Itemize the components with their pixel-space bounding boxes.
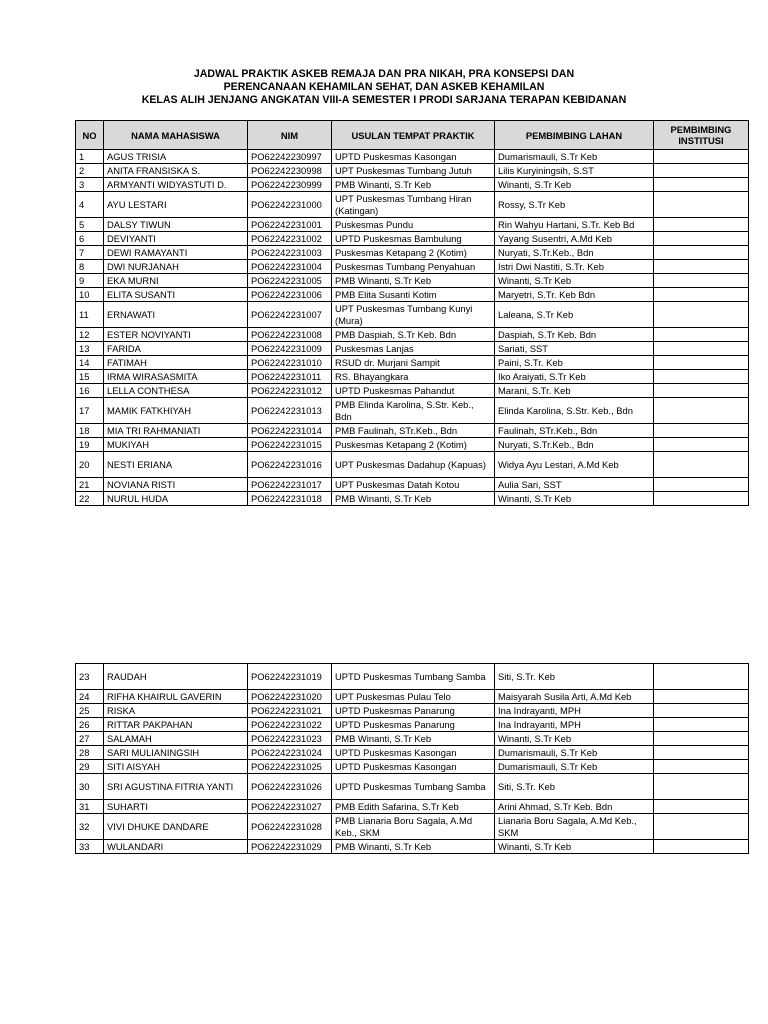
cell-nama: IRMA WIRASASMITA (104, 370, 248, 384)
cell-no: 25 (76, 704, 104, 718)
cell-nim: PO62242231020 (248, 690, 332, 704)
table-row (76, 690, 749, 704)
cell-lahan: Iko Araiyati, S.Tr Keb (495, 370, 654, 384)
cell-nim: PO62242231001 (248, 218, 332, 232)
cell-nama: MIA TRI RAHMANIATI (104, 424, 248, 438)
cell-tempat: UPT Puskesmas Tumbang Hiran (Katingan) (332, 192, 495, 218)
cell-lahan: Ina Indrayanti, MPH (495, 704, 654, 718)
cell-lahan: Maisyarah Susila Arti, A.Md Keb (495, 690, 654, 704)
cell-nama: SITI AISYAH (104, 760, 248, 774)
cell-no: 12 (76, 328, 104, 342)
cell-institusi (654, 370, 749, 384)
cell-institusi (654, 760, 749, 774)
cell-tempat: UPTD Puskesmas Tumbang Samba (332, 774, 495, 800)
cell-tempat: RSUD dr. Murjani Sampit (332, 356, 495, 370)
cell-lahan: Winanti, S.Tr Keb (495, 492, 654, 506)
table-row (76, 218, 749, 232)
cell-no: 20 (76, 452, 104, 478)
cell-no: 5 (76, 218, 104, 232)
cell-institusi (654, 246, 749, 260)
cell-nim: PO62242231015 (248, 438, 332, 452)
cell-nim: PO62242231010 (248, 356, 332, 370)
cell-nim: PO62242231008 (248, 328, 332, 342)
title-line-2: PERENCANAAN KEHAMILAN SEHAT, DAN ASKEB KEHAMILAN (223, 81, 545, 93)
cell-nim: PO62242231006 (248, 288, 332, 302)
cell-no: 19 (76, 438, 104, 452)
cell-lahan: Marani, S.Tr. Keb (495, 384, 654, 398)
cell-nama: DEWI RAMAYANTI (104, 246, 248, 260)
cell-no: 24 (76, 690, 104, 704)
cell-tempat: Puskesmas Ketapang 2 (Kotim) (332, 246, 495, 260)
cell-institusi (654, 814, 749, 840)
header-tempat: USULAN TEMPAT PRAKTIK (332, 121, 495, 150)
cell-nim: PO62242231023 (248, 732, 332, 746)
cell-tempat: UPTD Puskesmas Panarung (332, 718, 495, 732)
table-row (76, 718, 749, 732)
cell-lahan: Maryetri, S.Tr. Keb Bdn (495, 288, 654, 302)
cell-no: 10 (76, 288, 104, 302)
cell-institusi (654, 260, 749, 274)
cell-institusi (654, 492, 749, 506)
table-row (76, 150, 749, 164)
cell-institusi (654, 438, 749, 452)
cell-nim: PO62242231022 (248, 718, 332, 732)
table-body-page-1 (76, 150, 749, 506)
cell-no: 9 (76, 274, 104, 288)
cell-tempat: PMB Lianaria Boru Sagala, A.Md Keb., SKM (332, 814, 495, 840)
cell-lahan: Rossy, S.Tr Keb (495, 192, 654, 218)
table-row (76, 774, 749, 800)
cell-lahan: Siti, S.Tr. Keb (495, 774, 654, 800)
cell-nim: PO62242231005 (248, 274, 332, 288)
cell-tempat: UPT Puskesmas Dadahup (Kapuas) (332, 452, 495, 478)
cell-lahan: Rin Wahyu Hartani, S.Tr. Keb Bd (495, 218, 654, 232)
table-row (76, 438, 749, 452)
cell-no: 28 (76, 746, 104, 760)
table-row (76, 274, 749, 288)
cell-lahan: Winanti, S.Tr Keb (495, 840, 654, 854)
cell-institusi (654, 274, 749, 288)
table-row (76, 478, 749, 492)
cell-nim: PO62242231027 (248, 800, 332, 814)
header-nama: NAMA MAHASISWA (104, 121, 248, 150)
table-row (76, 746, 749, 760)
cell-lahan: Widya Ayu Lestari, A.Md Keb (495, 452, 654, 478)
table-row (76, 192, 749, 218)
cell-nama: VIVI DHUKE DANDARE (104, 814, 248, 840)
cell-no: 32 (76, 814, 104, 840)
cell-no: 13 (76, 342, 104, 356)
cell-no: 16 (76, 384, 104, 398)
cell-no: 17 (76, 398, 104, 424)
cell-no: 29 (76, 760, 104, 774)
cell-nim: PO62242231002 (248, 232, 332, 246)
cell-nim: PO62242231016 (248, 452, 332, 478)
cell-nim: PO62242231007 (248, 302, 332, 328)
cell-nama: LELLA CONTHESA (104, 384, 248, 398)
table-header-row (76, 121, 749, 150)
cell-tempat: Puskesmas Tumbang Penyahuan (332, 260, 495, 274)
cell-tempat: PMB Faulinah, STr.Keb., Bdn (332, 424, 495, 438)
cell-tempat: RS. Bhayangkara (332, 370, 495, 384)
cell-nim: PO62242231009 (248, 342, 332, 356)
cell-no: 22 (76, 492, 104, 506)
cell-nama: SALAMAH (104, 732, 248, 746)
cell-nama: MUKIYAH (104, 438, 248, 452)
table-row (76, 732, 749, 746)
cell-nama: SARI MULIANINGSIH (104, 746, 248, 760)
cell-institusi (654, 398, 749, 424)
cell-nim: PO62242231018 (248, 492, 332, 506)
table-row (76, 800, 749, 814)
cell-lahan: Winanti, S.Tr Keb (495, 178, 654, 192)
cell-lahan: Dumarismauli, S.Tr Keb (495, 150, 654, 164)
cell-nama: SUHARTI (104, 800, 248, 814)
table-row (76, 342, 749, 356)
cell-tempat: Puskesmas Pundu (332, 218, 495, 232)
cell-nim: PO62242231004 (248, 260, 332, 274)
document-title (0, 68, 768, 107)
table-row (76, 302, 749, 328)
cell-tempat: UPT Puskesmas Pulau Telo (332, 690, 495, 704)
cell-no: 6 (76, 232, 104, 246)
table-row (76, 704, 749, 718)
cell-nama: ERNAWATI (104, 302, 248, 328)
title-line-1: JADWAL PRAKTIK ASKEB REMAJA DAN PRA NIKAH, PRA KONSEPSI DAN (193, 68, 575, 80)
table-row (76, 178, 749, 192)
cell-nama: FARIDA (104, 342, 248, 356)
cell-no: 15 (76, 370, 104, 384)
cell-nim: PO62242231011 (248, 370, 332, 384)
cell-no: 33 (76, 840, 104, 854)
cell-tempat: PMB Daspiah, S.Tr Keb. Bdn (332, 328, 495, 342)
title-line-3: KELAS ALIH JENJANG ANGKATAN VIII-A SEMESTER I PRODI SARJANA TERAPAN KEBIDANAN (141, 94, 627, 106)
cell-nama: ESTER NOVIYANTI (104, 328, 248, 342)
cell-tempat: PMB Elita Susanti Kotim (332, 288, 495, 302)
cell-institusi (654, 690, 749, 704)
cell-nama: NOVIANA RISTI (104, 478, 248, 492)
cell-institusi (654, 218, 749, 232)
cell-tempat: UPT Puskesmas Tumbang Jutuh (332, 164, 495, 178)
cell-lahan: Paini, S.Tr. Keb (495, 356, 654, 370)
cell-lahan: Siti, S.Tr. Keb (495, 664, 654, 690)
cell-nim: PO62242231024 (248, 746, 332, 760)
header-lahan: PEMBIMBING LAHAN (495, 121, 654, 150)
cell-nama: FATIMAH (104, 356, 248, 370)
cell-tempat: PMB Elinda Karolina, S.Str. Keb., Bdn (332, 398, 495, 424)
cell-no: 30 (76, 774, 104, 800)
cell-no: 31 (76, 800, 104, 814)
cell-no: 27 (76, 732, 104, 746)
cell-lahan: Faulinah, STr.Keb., Bdn (495, 424, 654, 438)
cell-lahan: Lianaria Boru Sagala, A.Md Keb., SKM (495, 814, 654, 840)
cell-lahan: Winanti, S.Tr Keb (495, 274, 654, 288)
cell-tempat: UPTD Puskesmas Pahandut (332, 384, 495, 398)
cell-tempat: PMB Edith Safarina, S.Tr Keb (332, 800, 495, 814)
cell-nim: PO62242231019 (248, 664, 332, 690)
cell-institusi (654, 840, 749, 854)
cell-institusi (654, 384, 749, 398)
cell-lahan: Winanti, S.Tr Keb (495, 732, 654, 746)
cell-nama: AGUS TRISIA (104, 150, 248, 164)
cell-nim: PO62242231013 (248, 398, 332, 424)
cell-nim: PO62242231021 (248, 704, 332, 718)
cell-nama: MAMIK FATKHIYAH (104, 398, 248, 424)
cell-nama: ANITA FRANSISKA S. (104, 164, 248, 178)
table-row (76, 370, 749, 384)
cell-institusi (654, 302, 749, 328)
table-row (76, 384, 749, 398)
cell-institusi (654, 356, 749, 370)
cell-nim: PO62242230999 (248, 178, 332, 192)
cell-nama: RISKA (104, 704, 248, 718)
cell-nama: DALSY TIWUN (104, 218, 248, 232)
cell-institusi (654, 478, 749, 492)
table-row (76, 424, 749, 438)
schedule-table-page-1 (75, 120, 749, 506)
header-nim: NIM (248, 121, 332, 150)
cell-tempat: PMB Winanti, S.Tr Keb (332, 178, 495, 192)
cell-institusi (654, 774, 749, 800)
table-row (76, 288, 749, 302)
cell-tempat: PMB Winanti, S.Tr Keb (332, 274, 495, 288)
cell-tempat: UPT Puskesmas Datah Kotou (332, 478, 495, 492)
table-row (76, 356, 749, 370)
table-row (76, 260, 749, 274)
cell-nama: ELITA SUSANTI (104, 288, 248, 302)
cell-nim: PO62242231017 (248, 478, 332, 492)
table-row (76, 328, 749, 342)
cell-no: 4 (76, 192, 104, 218)
cell-tempat: UPTD Puskesmas Panarung (332, 704, 495, 718)
table-row (76, 760, 749, 774)
cell-lahan: Elinda Karolina, S.Str. Keb., Bdn (495, 398, 654, 424)
cell-institusi (654, 718, 749, 732)
cell-nama: AYU LESTARI (104, 192, 248, 218)
cell-no: 3 (76, 178, 104, 192)
cell-institusi (654, 150, 749, 164)
cell-institusi (654, 704, 749, 718)
cell-nama: NURUL HUDA (104, 492, 248, 506)
cell-nama: WULANDARI (104, 840, 248, 854)
cell-tempat: PMB Winanti, S.Tr Keb (332, 492, 495, 506)
cell-no: 2 (76, 164, 104, 178)
cell-institusi (654, 732, 749, 746)
cell-lahan: Laleana, S.Tr Keb (495, 302, 654, 328)
cell-institusi (654, 288, 749, 302)
cell-tempat: PMB Winanti, S.Tr Keb (332, 840, 495, 854)
cell-lahan: Yayang Susentri, A.Md Keb (495, 232, 654, 246)
cell-institusi (654, 342, 749, 356)
header-institusi: PEMBIMBING INSTITUSI (654, 121, 749, 150)
cell-nama: DEVIYANTI (104, 232, 248, 246)
cell-lahan: Lilis Kuryiningsih, S.ST (495, 164, 654, 178)
cell-institusi (654, 664, 749, 690)
cell-nim: PO62242231029 (248, 840, 332, 854)
table-body-page-2 (76, 664, 749, 854)
cell-tempat: PMB Winanti, S.Tr Keb (332, 732, 495, 746)
table-row (76, 232, 749, 246)
cell-nama: ARMYANTI WIDYASTUTI D. (104, 178, 248, 192)
header-no: NO (76, 121, 104, 150)
cell-institusi (654, 800, 749, 814)
cell-no: 7 (76, 246, 104, 260)
cell-nama: NESTI ERIANA (104, 452, 248, 478)
cell-nim: PO62242231028 (248, 814, 332, 840)
cell-nama: EKA MURNI (104, 274, 248, 288)
cell-institusi (654, 164, 749, 178)
cell-lahan: Aulia Sari, SST (495, 478, 654, 492)
table-row (76, 246, 749, 260)
cell-nim: PO62242230998 (248, 164, 332, 178)
cell-lahan: Sariati, SST (495, 342, 654, 356)
cell-lahan: Istri Dwi Nastiti, S.Tr. Keb (495, 260, 654, 274)
cell-nama: DWI NURJANAH (104, 260, 248, 274)
cell-nama: RAUDAH (104, 664, 248, 690)
cell-nim: PO62242231025 (248, 760, 332, 774)
cell-nim: PO62242231014 (248, 424, 332, 438)
cell-no: 8 (76, 260, 104, 274)
cell-tempat: UPTD Puskesmas Kasongan (332, 746, 495, 760)
cell-no: 1 (76, 150, 104, 164)
cell-tempat: UPTD Puskesmas Tumbang Samba (332, 664, 495, 690)
cell-no: 18 (76, 424, 104, 438)
cell-institusi (654, 178, 749, 192)
cell-institusi (654, 192, 749, 218)
cell-tempat: UPTD Puskesmas Bambulung (332, 232, 495, 246)
cell-lahan: Arini Ahmad, S.Tr Keb. Bdn (495, 800, 654, 814)
cell-nim: PO62242231012 (248, 384, 332, 398)
table-row (76, 452, 749, 478)
cell-tempat: UPTD Puskesmas Kasongan (332, 150, 495, 164)
schedule-table-page-2 (75, 663, 749, 854)
cell-institusi (654, 452, 749, 478)
cell-tempat: Puskesmas Ketapang 2 (Kotim) (332, 438, 495, 452)
cell-institusi (654, 746, 749, 760)
cell-institusi (654, 232, 749, 246)
cell-nim: PO62242231026 (248, 774, 332, 800)
cell-nim: PO62242230997 (248, 150, 332, 164)
table-row (76, 664, 749, 690)
cell-lahan: Daspiah, S.Tr Keb. Bdn (495, 328, 654, 342)
cell-nim: PO62242231000 (248, 192, 332, 218)
cell-no: 23 (76, 664, 104, 690)
cell-no: 21 (76, 478, 104, 492)
cell-no: 26 (76, 718, 104, 732)
cell-lahan: Nuryati, S.Tr.Keb., Bdn (495, 246, 654, 260)
cell-nama: RITTAR PAKPAHAN (104, 718, 248, 732)
cell-tempat: UPTD Puskesmas Kasongan (332, 760, 495, 774)
cell-lahan: Nuryati, S.Tr.Keb., Bdn (495, 438, 654, 452)
cell-tempat: UPT Puskesmas Tumbang Kunyi (Mura) (332, 302, 495, 328)
table-row (76, 840, 749, 854)
cell-no: 14 (76, 356, 104, 370)
cell-lahan: Dumarismauli, S.Tr Keb (495, 760, 654, 774)
table-row (76, 492, 749, 506)
cell-nama: RIFHA KHAIRUL GAVERIN (104, 690, 248, 704)
table-row (76, 398, 749, 424)
cell-lahan: Ina Indrayanti, MPH (495, 718, 654, 732)
table-row (76, 164, 749, 178)
cell-nim: PO62242231003 (248, 246, 332, 260)
cell-institusi (654, 328, 749, 342)
cell-nama: SRI AGUSTINA FITRIA YANTI (104, 774, 248, 800)
table-row (76, 814, 749, 840)
cell-lahan: Dumarismauli, S.Tr Keb (495, 746, 654, 760)
cell-institusi (654, 424, 749, 438)
cell-no: 11 (76, 302, 104, 328)
cell-tempat: Puskesmas Lanjas (332, 342, 495, 356)
